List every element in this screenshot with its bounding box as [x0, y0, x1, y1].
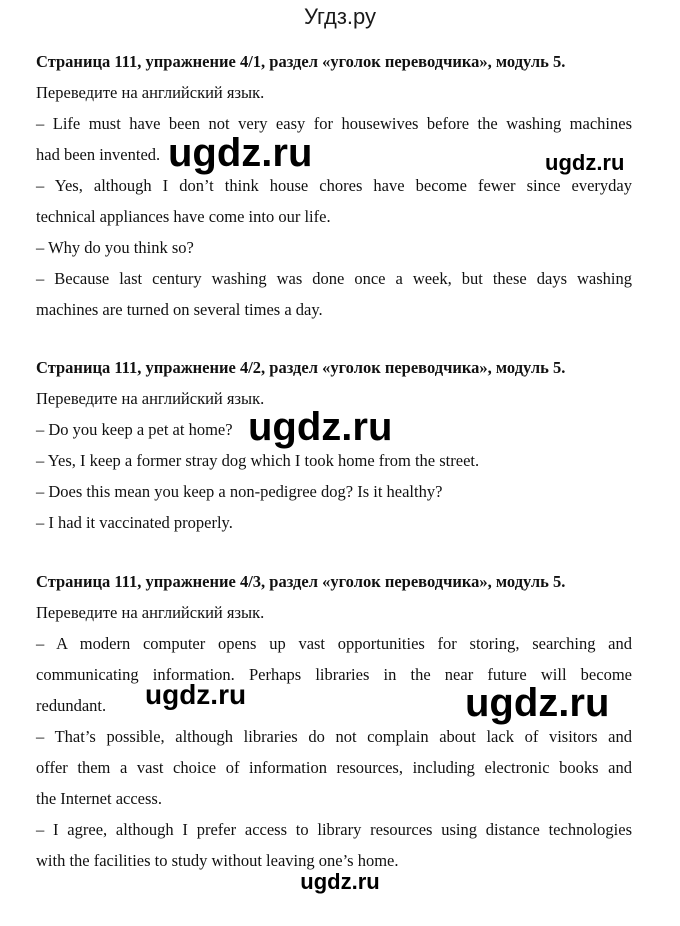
instruction: Переведите на английский язык.: [36, 603, 265, 622]
dialogue-line: – Why do you think so?: [36, 238, 194, 257]
dialogue-line: – A modern computer opens up vast opportunities for storing, searching and: [36, 634, 632, 653]
dialogue-line: offer them a vast choice of information resources, including electronic books and: [36, 758, 632, 777]
dialogue-line: – I had it vaccinated properly.: [36, 513, 233, 532]
watermark: ugdz.ru: [545, 150, 625, 175]
dialogue-line: – That’s possible, although libraries do not complain about lack of visitors and: [36, 727, 632, 746]
section-heading: Страница 111, упражнение 4/1, раздел «уголок переводчика», модуль 5.: [36, 52, 566, 71]
instruction: Переведите на английский язык.: [36, 389, 265, 408]
dialogue-line: – Do you keep a pet at home?: [36, 420, 233, 439]
dialogue-line: communicating information. Perhaps libraries in the near future will become: [36, 665, 632, 684]
dialogue-line: – I agree, although I prefer access to library resources using distance technologies: [36, 820, 632, 839]
dialogue-line: machines are turned on several times a day.: [36, 300, 323, 319]
dialogue-line: the Internet access.: [36, 789, 162, 808]
watermark: ugdz.ru: [168, 131, 313, 175]
dialogue-line: – Does this mean you keep a non-pedigree dog? Is it healthy?: [36, 482, 443, 501]
watermark: ugdz.ru: [248, 405, 393, 449]
section-heading: Страница 111, упражнение 4/3, раздел «уголок переводчика», модуль 5.: [36, 572, 566, 591]
instruction: Переведите на английский язык.: [36, 83, 265, 102]
dialogue-line: – Life must have been not very easy for housewives before the washing machines: [36, 114, 632, 133]
dialogue-line: – Yes, although I don’t think house chores have become fewer since everyday: [36, 176, 632, 195]
dialogue-line: technical appliances have come into our life.: [36, 207, 331, 226]
exercise-section-1: [36, 46, 632, 325]
dialogue-line: with the facilities to study without leaving one’s home.: [36, 851, 399, 870]
dialogue-line: – Because last century washing was done once a week, but these days washing: [36, 269, 632, 288]
watermark: ugdz.ru: [145, 679, 247, 710]
section-heading: Страница 111, упражнение 4/2, раздел «уголок переводчика», модуль 5.: [36, 358, 566, 377]
watermark: ugdz.ru: [465, 681, 610, 725]
site-title: Угдз.ру: [303, 4, 377, 29]
dialogue-line: redundant.: [36, 696, 107, 715]
footer-watermark: ugdz.ru: [300, 869, 380, 894]
dialogue-line: – Yes, I keep a former stray dog which I took home from the street.: [36, 451, 480, 470]
dialogue-line: had been invented.: [36, 145, 161, 164]
